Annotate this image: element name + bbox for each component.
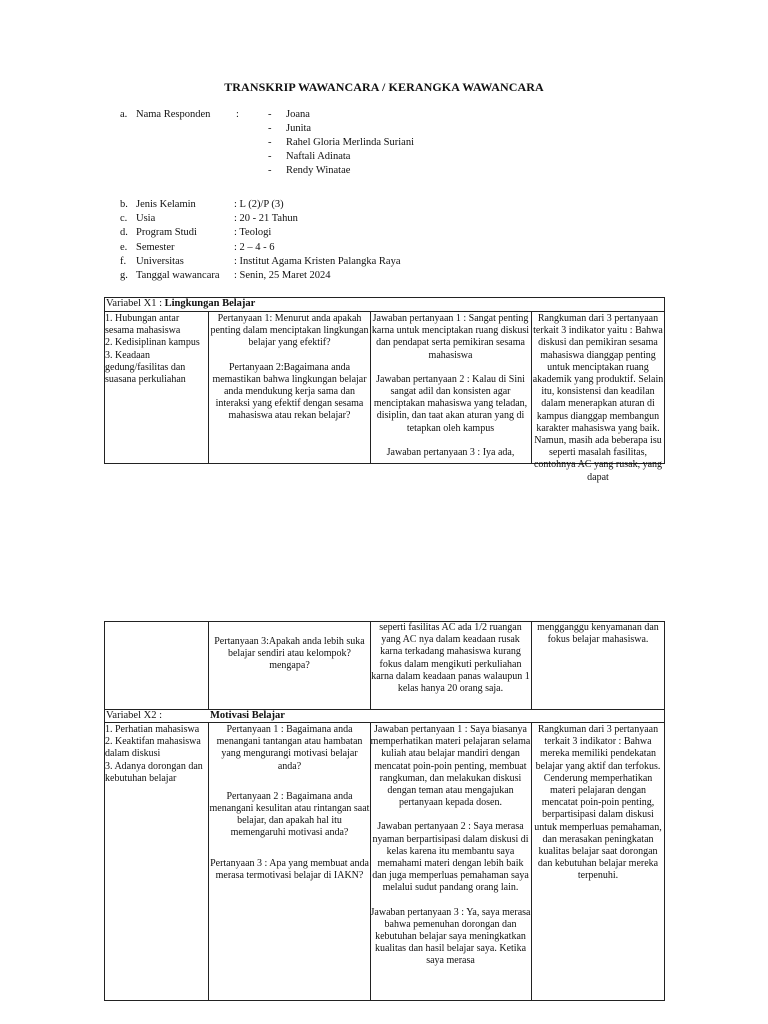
- field-program-value: : Teologi: [234, 227, 272, 238]
- answer-text: Jawaban pertanyaan 2 : Saya merasa nyaman berpartisipasi dalam diskusi di kelas karena itu membantu saya memahami materi dengan lebih baik dan juga memperluas pemahaman saya melalui sudut pandang orang lain.: [372, 821, 529, 894]
- answer-text: Jawaban pertanyaan 1 : Sangat penting karna untuk menciptakan ruang diskusi dan pendapat serta pemikiran sesama mahasiswa: [371, 313, 530, 361]
- indicator-list: 1. Perhatian mahasiswa 2. Keaktifan mahasiswa dalam diskusi 3. Adanya dorongan dan kebutuhan belajar: [105, 724, 203, 784]
- question-text: Pertanyaan 1 : Bagaimana anda menangani tantangan atau hambatan yang mengurangi motivasi belajar anda?: [216, 724, 363, 772]
- question-text: Pertanyaan 1: Menurut anda apakah penting dalam menciptakan lingkungan belajar yang efektif?: [210, 313, 369, 349]
- answer-text: Jawaban pertanyaan 2 : Kalau di Sini sangat adil dan konsisten agar menciptakan mahasiswa yang teladan, disiplin, dan taat akan aturan yang di tetapkan oleh kampus: [373, 373, 528, 434]
- variable-title: Lingkungan Belajar: [164, 298, 256, 309]
- question-list: [209, 313, 370, 463]
- field-date-value: : Senin, 25 Maret 2024: [234, 270, 331, 281]
- variable-title: Motivasi Belajar: [210, 710, 285, 721]
- answer-list: [370, 313, 531, 463]
- answer-text: Jawaban pertanyaan 3 : Iya ada,: [386, 446, 515, 458]
- table-divider: [104, 311, 665, 312]
- field-label: Nama Responden: [136, 109, 211, 120]
- field-gender-value: : L (2)/P (3): [234, 199, 284, 210]
- question-list: [209, 724, 370, 1000]
- field-letter: a.: [120, 109, 128, 120]
- answer-text: seperti fasilitas AC ada 1/2 ruangan yang AC nya dalam keadaan rusak karna terkadang mahasiswa kurang fokus dalam mengikuti perkuliahan karna dalam keadaan panas walaupun 1 kelas hanya 20 orang saja.: [371, 622, 530, 695]
- question-text: Pertanyaan 2 : Bagaimana anda menangani kesulitan atau rintangan saat belajar, dan apakah hal itu memengaruhi motivasi anda?: [209, 790, 370, 839]
- field-university-value: : Institut Agama Kristen Palangka Raya: [234, 256, 401, 267]
- question-text: Pertanyaan 3:Apakah anda lebih suka belajar sendiri atau kelompok? mengapa?: [214, 636, 365, 672]
- document-title: TRANSKRIP WAWANCARA / KERANGKA WAWANCARA: [224, 80, 544, 94]
- variable-header: Variabel X2 :: [106, 710, 162, 721]
- answer-text: Jawaban pertanyaan 1 : Saya biasanya memperhatikan materi pelajaran selama kuliah atau belajar mandiri dengan mencatat poin-poin penting, membuat rangkuman, dan melakukan diskusi dengan teman atau mengajukan pertanyaan kepada dosen.: [370, 724, 531, 809]
- summary-text: Rangkuman dari 3 pertanyaan terkait 3 indikator : Bahwa mereka memiliki pendekatan belajar yang aktif dan terfokus. Cenderung memperhatikan materi pelajaran dengan mencatat poin-poin penting, berpartisipasi dalam diskusi untuk memperluas pemahaman, dan merasakan peningkatan kualitas belajar saat dorongan dan kebutuhan belajar mereka terpenuhi.: [534, 724, 662, 882]
- indicator-list: 1. Hubungan antar sesama mahasiswa 2. Kedisiplinan kampus 3. Keadaan gedung/fasilitas dan suasana perkuliahan: [105, 313, 200, 386]
- respondent-colon: :: [236, 109, 239, 120]
- summary-text: mengganggu kenyamanan dan fokus belajar mahasiswa.: [537, 622, 659, 646]
- variable-header: Variabel X1 : Lingkungan Belajar: [106, 298, 256, 309]
- field-semester-value: : 2 – 4 - 6: [234, 242, 275, 253]
- summary-text: Rangkuman dari 3 pertanyaan terkait 3 indikator yaitu : Bahwa diskusi dan pemikiran sesama mahasiswa dianggap penting untuk menciptakan ruang akademik yang produktif. Selain itu, konsistensi dan keadilan dalam menerapkan aturan di kampus dianggap membangun karakter mahasiswa yang baik. Namun, masih ada beberapa isu seperti masalah fasilitas, contohnya AC yang rusak, yang dapat: [532, 313, 664, 483]
- field-age-value: : 20 - 21 Tahun: [234, 213, 298, 224]
- question-text: Pertanyaan 2:Bagaimana anda memastikan bahwa lingkungan belajar anda mendukung kerja sama dan interaksi yang efektif dengan sesama mahasiswa atau rekan belajar?: [212, 361, 367, 422]
- answer-text: Jawaban pertanyaan 3 : Ya, saya merasa bahwa pemenuhan dorongan dan kebutuhan belajar saya meningkatkan kualitas dan hasil belajar saya. Ketika saya merasa: [370, 906, 531, 967]
- question-text: Pertanyaan 3 : Apa yang membuat anda merasa termotivasi belajar di IAKN?: [210, 857, 369, 881]
- answer-list: [370, 724, 531, 1000]
